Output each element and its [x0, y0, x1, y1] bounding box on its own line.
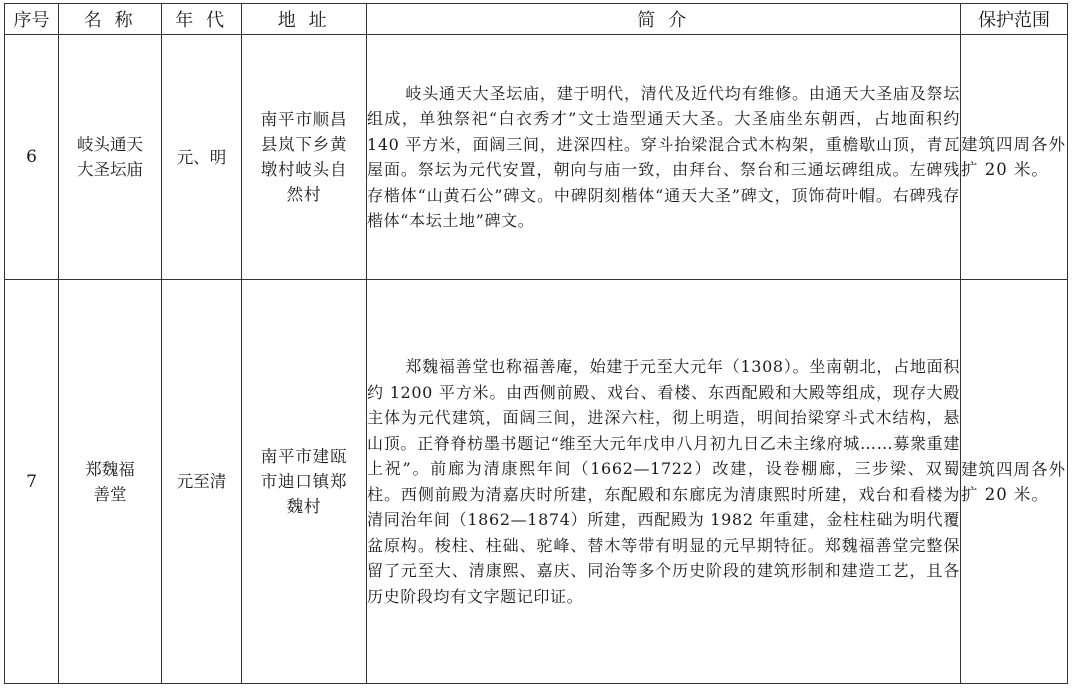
site-era: 元至清 [162, 280, 242, 684]
table-header [5, 4, 1068, 35]
site-era: 元、明 [162, 35, 242, 280]
protection-scope: 建筑四周各外扩 20 米。 [961, 35, 1068, 280]
row-number: 7 [5, 280, 59, 684]
site-address-text: 南平市顺昌县岚下乡黄墩村岐头自然村 [260, 110, 348, 204]
header-name: 名 称 [59, 4, 162, 35]
site-intro [367, 35, 961, 280]
site-name-text: 郑魏福善堂 [85, 459, 135, 504]
site-address [242, 35, 367, 280]
header-intro: 简 介 [367, 4, 961, 35]
header-scope: 保护范围 [961, 4, 1068, 35]
header-row [5, 4, 1068, 35]
table-row [5, 280, 1068, 684]
table-row [5, 35, 1068, 280]
heritage-site-table [4, 3, 1068, 684]
header-era: 年 代 [162, 4, 242, 35]
site-intro [367, 280, 961, 684]
site-address-text: 南平市建瓯市迪口镇郑魏村 [260, 447, 348, 516]
table-body [5, 35, 1068, 684]
site-intro-text: 岐头通天大圣坛庙，建于明代，清代及近代均有维修。由通天大圣庙及祭坛组成，单独祭祀“白衣秀才”文士造型通天大圣。大圣庙坐东朝西，占地面积约 140 平方米，面阔三间，进深四柱。穿斗抬梁混合式木构架，重檐歇山顶，青瓦屋面。祭坛为元代安置，朝向与庙一致，由拜台、祭台和三通坛碑组成。左碑残存楷体“山黄石公”碑文。中碑阴刻楷体“通天大圣”碑文，顶饰荷叶帽。右碑残存楷体“本坛土地”碑文。 [367, 83, 960, 230]
header-address: 地 址 [242, 4, 367, 35]
site-intro-text: 郑魏福善堂也称福善庵，始建于元至大元年（1308）。坐南朝北，占地面积约 1200 平方米。由西侧前殿、戏台、看楼、东西配殿和大殿等组成，现存大殿主体为元代建筑，面阔三间，进深六柱，彻上明造，明间抬梁穿斗式木结构，悬山顶。正脊脊枋墨书题记“维至大元年戊申八月初九日乙未主缘府城……募衆重建上祝”。前廊为清康熙年间（1662—1722）改建，设卷棚廊，三步梁、双蜀柱。西侧前殿为清嘉庆时所建，东配殿和东廊庑为清康熙时所建，戏台和看楼为清同治年间（1862—1874）所建，西配殿为 1982 年重建，金柱柱础为明代覆盆原构。梭柱、柱础、驼峰、替木等带有明显的元早期特征。郑魏福善堂完整保留了元至大、清康熙、嘉庆、同治等多个历史阶段的建筑形制和建造工艺，且各历史阶段均有文字题记印证。 [367, 357, 960, 606]
row-number: 6 [5, 35, 59, 280]
site-name-text: 岐头通天大圣坛庙 [77, 135, 143, 179]
site-address [242, 280, 367, 684]
site-name [59, 35, 162, 280]
header-number: 序号 [5, 4, 59, 35]
protection-scope: 建筑四周各外扩 20 米。 [961, 280, 1068, 684]
site-name [59, 280, 162, 684]
